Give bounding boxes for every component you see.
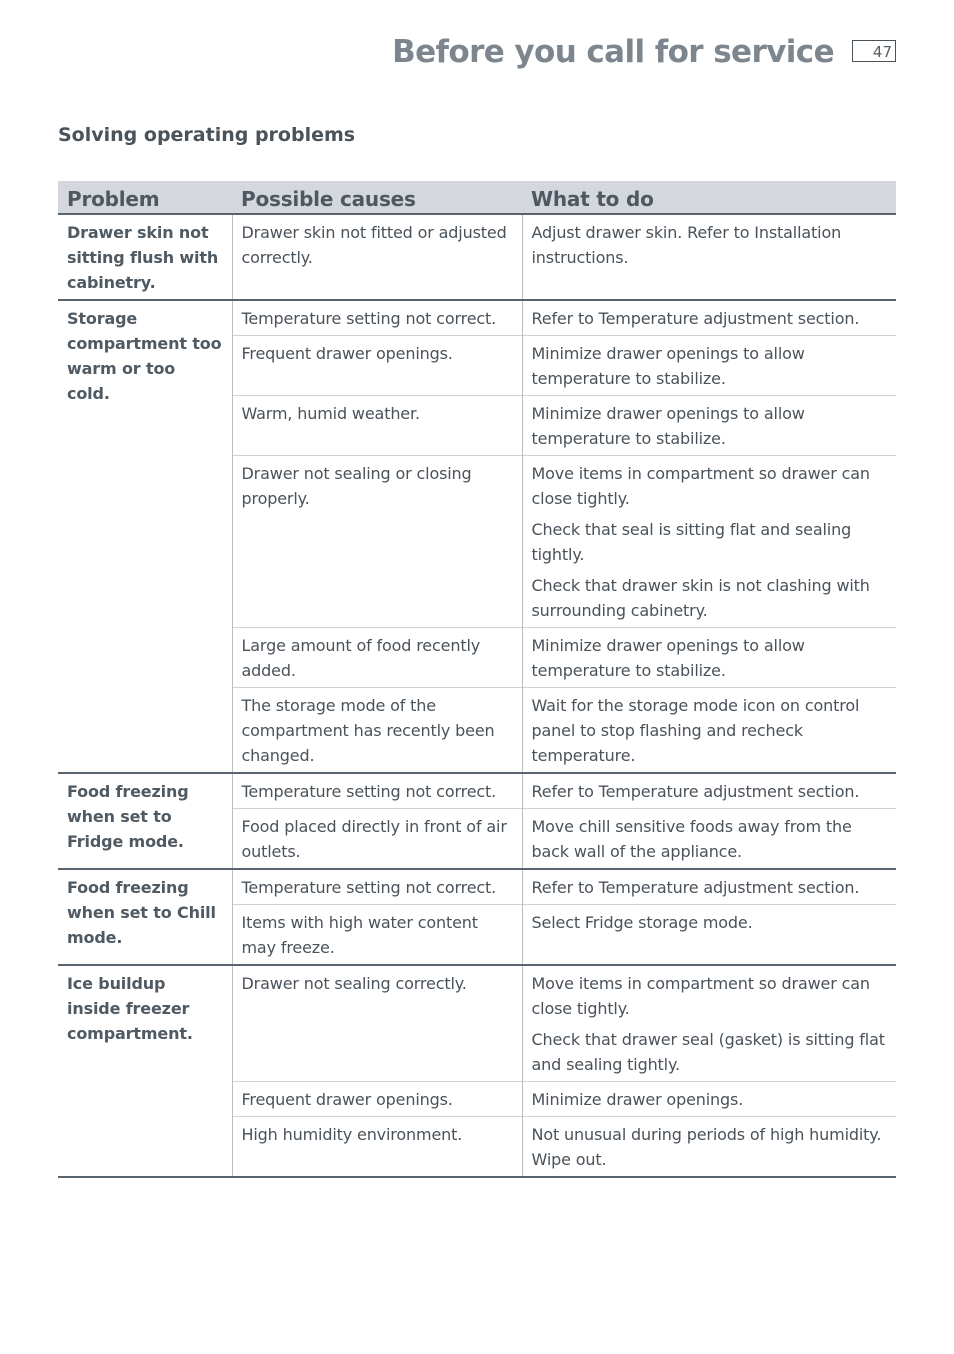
cause-cell: Warm, humid weather. xyxy=(232,396,522,456)
problem-cell: Food freezing when set to Fridge mode. xyxy=(58,773,232,869)
cause-cell: Drawer not sealing or closing properly. xyxy=(232,456,522,628)
cause-cell: Drawer skin not fitted or adjusted correctly. xyxy=(232,214,522,300)
action-cell xyxy=(522,965,896,1082)
problem-cell: Storage compartment too warm or too cold. xyxy=(58,300,232,773)
action-cell xyxy=(522,688,896,774)
table-header-row xyxy=(58,181,896,214)
action-cell xyxy=(522,300,896,336)
action-text: Not unusual during periods of high humidity. Wipe out. xyxy=(531,1125,882,1169)
action-text: Refer to Temperature adjustment section. xyxy=(531,878,860,897)
action-text: Select Fridge storage mode. xyxy=(531,913,753,932)
problem-cell: Ice buildup inside freezer compartment. xyxy=(58,965,232,1177)
page-header xyxy=(392,30,896,74)
action-cell xyxy=(522,869,896,905)
action-text: Minimize drawer openings to allow temperature to stabilize. xyxy=(531,404,805,448)
table-row xyxy=(58,869,896,905)
problem-cell: Drawer skin not sitting flush with cabinetry. xyxy=(67,223,219,292)
page-number: 47 xyxy=(852,40,896,62)
cause-cell: Items with high water content may freeze. xyxy=(232,905,522,966)
action-cell xyxy=(522,456,896,628)
cause-cell: Frequent drawer openings. xyxy=(232,336,522,396)
action-cell xyxy=(522,1117,896,1178)
cause-cell: Temperature setting not correct. xyxy=(232,869,522,905)
cause-cell: The storage mode of the compartment has recently been changed. xyxy=(232,688,522,774)
table-row xyxy=(58,300,896,336)
column-header-what-to-do: What to do xyxy=(522,181,896,214)
cause-cell: Large amount of food recently added. xyxy=(232,628,522,688)
action-cell xyxy=(522,905,896,966)
action-text: Minimize drawer openings to allow temperature to stabilize. xyxy=(531,344,805,388)
action-cell xyxy=(522,214,896,300)
cause-cell: High humidity environment. xyxy=(232,1117,522,1178)
cause-cell: Temperature setting not correct. xyxy=(232,300,522,336)
action-text: Minimize drawer openings. xyxy=(531,1090,744,1109)
table-row xyxy=(58,214,896,300)
action-cell xyxy=(522,1082,896,1117)
action-cell xyxy=(522,336,896,396)
section-title: Solving operating problems xyxy=(58,124,356,146)
table-row xyxy=(58,965,896,1082)
cause-cell: Frequent drawer openings. xyxy=(232,1082,522,1117)
action-text: Check that seal is sitting flat and sealing tightly. xyxy=(531,520,852,564)
table-row xyxy=(58,773,896,809)
cause-cell: Temperature setting not correct. xyxy=(232,773,522,809)
page-title: Before you call for service xyxy=(392,34,834,70)
cause-cell: Food placed directly in front of air outlets. xyxy=(232,809,522,870)
action-text: Check that drawer skin is not clashing with surrounding cabinetry. xyxy=(531,576,870,620)
action-cell xyxy=(522,773,896,809)
action-text: Minimize drawer openings to allow temperature to stabilize. xyxy=(531,636,805,680)
action-cell xyxy=(522,809,896,870)
column-header-possible-causes: Possible causes xyxy=(232,181,522,214)
action-text: Move chill sensitive foods away from the back wall of the appliance. xyxy=(531,817,852,861)
action-cell xyxy=(522,396,896,456)
action-text: Move items in compartment so drawer can close tightly. xyxy=(531,464,870,508)
troubleshooting-table xyxy=(58,181,896,1178)
action-text: Refer to Temperature adjustment section. xyxy=(531,782,860,801)
column-header-problem: Problem xyxy=(58,181,232,214)
action-text: Wait for the storage mode icon on control panel to stop flashing and recheck temperature. xyxy=(531,696,860,765)
action-cell xyxy=(522,628,896,688)
action-text: Refer to Temperature adjustment section. xyxy=(531,309,860,328)
action-text: Check that drawer seal (gasket) is sitting flat and sealing tightly. xyxy=(531,1030,885,1074)
action-text: Move items in compartment so drawer can close tightly. xyxy=(531,974,870,1018)
problem-cell: Food freezing when set to Chill mode. xyxy=(58,869,232,965)
action-text: Adjust drawer skin. Refer to Installation instructions. xyxy=(531,223,842,267)
cause-cell: Drawer not sealing correctly. xyxy=(232,965,522,1082)
